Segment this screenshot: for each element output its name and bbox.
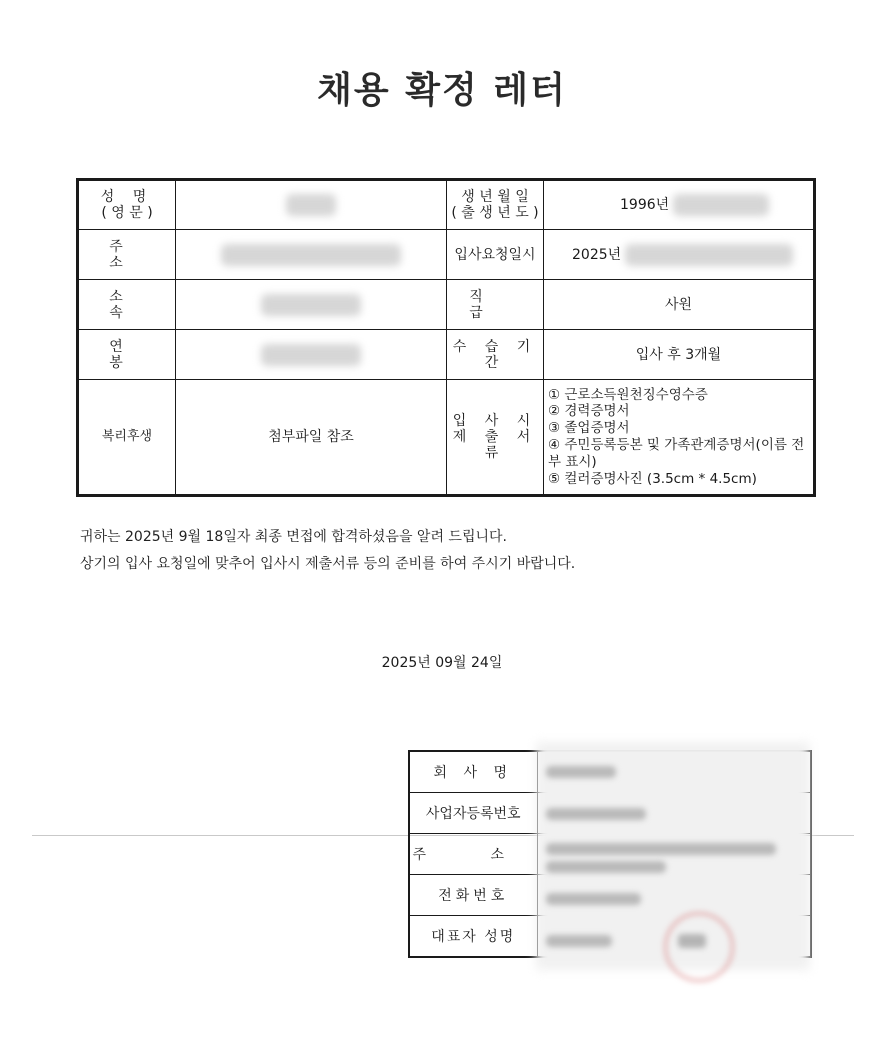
probation-label: 수 습 기 간 xyxy=(447,330,544,380)
benefits-label: 복리후생 xyxy=(78,380,176,496)
redacted-phone xyxy=(546,893,641,905)
list-item: ① 근로소득원천징수영수증 xyxy=(548,386,708,403)
position-label: 직 급 xyxy=(447,280,544,330)
company-ceo-label: 대표자 성명 xyxy=(409,916,537,958)
redacted-ceo-name xyxy=(546,935,612,947)
redacted-company-address xyxy=(546,843,776,855)
position-value: 사원 xyxy=(544,280,815,330)
company-address-label: 주 소 xyxy=(409,834,537,875)
start-date-value xyxy=(544,230,815,280)
redacted-name xyxy=(286,194,336,216)
message-body xyxy=(80,524,575,578)
probation-value: 입사 후 3개월 xyxy=(544,330,815,380)
table-row xyxy=(78,230,815,280)
redacted-salary xyxy=(261,344,361,366)
table-row xyxy=(78,280,815,330)
affiliation-value xyxy=(176,280,447,330)
company-seal-inner xyxy=(678,934,706,948)
company-name-label: 회 사 명 xyxy=(409,751,537,793)
company-phone-label: 전화번호 xyxy=(409,875,537,916)
redacted-affiliation xyxy=(261,294,361,316)
redacted-address xyxy=(221,244,401,266)
redacted-company-address-2 xyxy=(546,861,666,873)
message-line: 상기의 입사 요청일에 맞추어 입사시 제출서류 등의 준비를 하여 주시기 바랍니다. xyxy=(80,556,576,572)
applicant-info-table xyxy=(76,178,816,497)
salary-label: 연 봉 xyxy=(78,330,176,380)
affiliation-label: 소 속 xyxy=(78,280,176,330)
salary-value xyxy=(176,330,447,380)
redacted-birth-date xyxy=(673,194,769,216)
documents-list xyxy=(544,380,815,496)
list-item: ④ 주민등록등본 및 가족관계증명서(이름 전부 표시) xyxy=(548,437,805,470)
list-item: ② 경력증명서 xyxy=(548,403,630,420)
message-line: 귀하는 2025년 9월 18일자 최종 면접에 합격하셨음을 알려 드립니다. xyxy=(80,529,507,545)
address-value xyxy=(176,230,447,280)
company-regno-label: 사업자등록번호 xyxy=(409,793,537,834)
benefits-value: 첨부파일 참조 xyxy=(176,380,447,496)
name-value xyxy=(176,180,447,230)
redacted-company-name xyxy=(546,766,616,778)
issue-date: 2025년 09월 24일 xyxy=(381,655,503,671)
list-item: ③ 졸업증명서 xyxy=(548,420,630,437)
start-date-label: 입사요청일시 xyxy=(447,230,544,280)
document-title: 채용 확정 레터 xyxy=(317,70,567,111)
table-row xyxy=(78,180,815,230)
table-row xyxy=(78,330,815,380)
redacted-regno xyxy=(546,808,646,820)
birth-label: 생 년 월 일 ( 출 생 년 도 ) xyxy=(447,180,544,230)
list-item: ⑤ 컬러증명사진 (3.5cm * 4.5cm) xyxy=(548,470,757,487)
name-label: 성 명 ( 영 문 ) xyxy=(78,180,176,230)
birth-value xyxy=(544,180,815,230)
documents-label: 입 사 시 제 출 서 류 xyxy=(447,380,544,496)
birth-year: 1996년 xyxy=(620,197,670,213)
redacted-start-date xyxy=(625,244,793,266)
address-label: 주 소 xyxy=(78,230,176,280)
table-row xyxy=(78,380,815,496)
start-year: 2025년 xyxy=(572,246,622,263)
